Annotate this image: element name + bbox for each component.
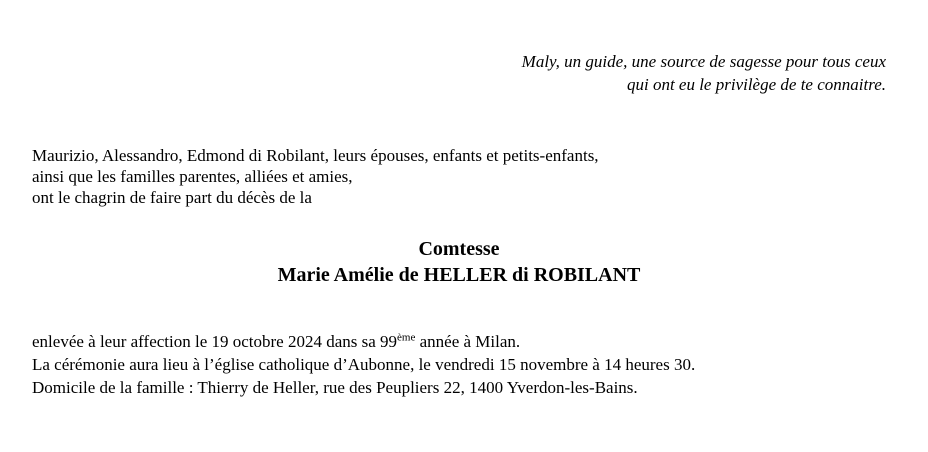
announcement-intro — [32, 145, 599, 208]
deceased-name-block — [0, 236, 918, 288]
death-notice-prefix: enlevée à leur affection le 19 octobre 2024 dans sa 99 — [32, 332, 398, 351]
death-notice-suffix: année à Milan. — [415, 332, 521, 351]
epigraph-line-2: qui ont eu le privilège de te connaitre. — [626, 75, 886, 94]
ceremony-line: La cérémonie aura lieu à l’église catholique d’Aubonne, le vendredi 15 novembre à 14 heures 30. — [32, 355, 696, 374]
deceased-name: Marie Amélie de HELLER di ROBILANT — [277, 264, 641, 286]
epigraph-line-1: Maly, un guide, une source de sagesse pour tous ceux — [521, 52, 886, 71]
domicile-line: Domicile de la famille : Thierry de Heller, rue des Peupliers 22, 1400 Yverdon-les-Bains. — [32, 378, 638, 397]
intro-line-2: ainsi que les familles parentes, alliées et amies, — [32, 167, 353, 186]
intro-line-3: ont le chagrin de faire part du décès de la — [32, 188, 312, 207]
death-notice-line — [32, 330, 695, 353]
epigraph-quote — [522, 50, 886, 96]
ordinal-superscript: ème — [397, 331, 416, 344]
deceased-title: Comtesse — [418, 238, 500, 260]
announcement-details — [32, 330, 695, 399]
intro-line-1: Maurizio, Alessandro, Edmond di Robilant, leurs épouses, enfants et petits-enfants, — [32, 146, 599, 165]
